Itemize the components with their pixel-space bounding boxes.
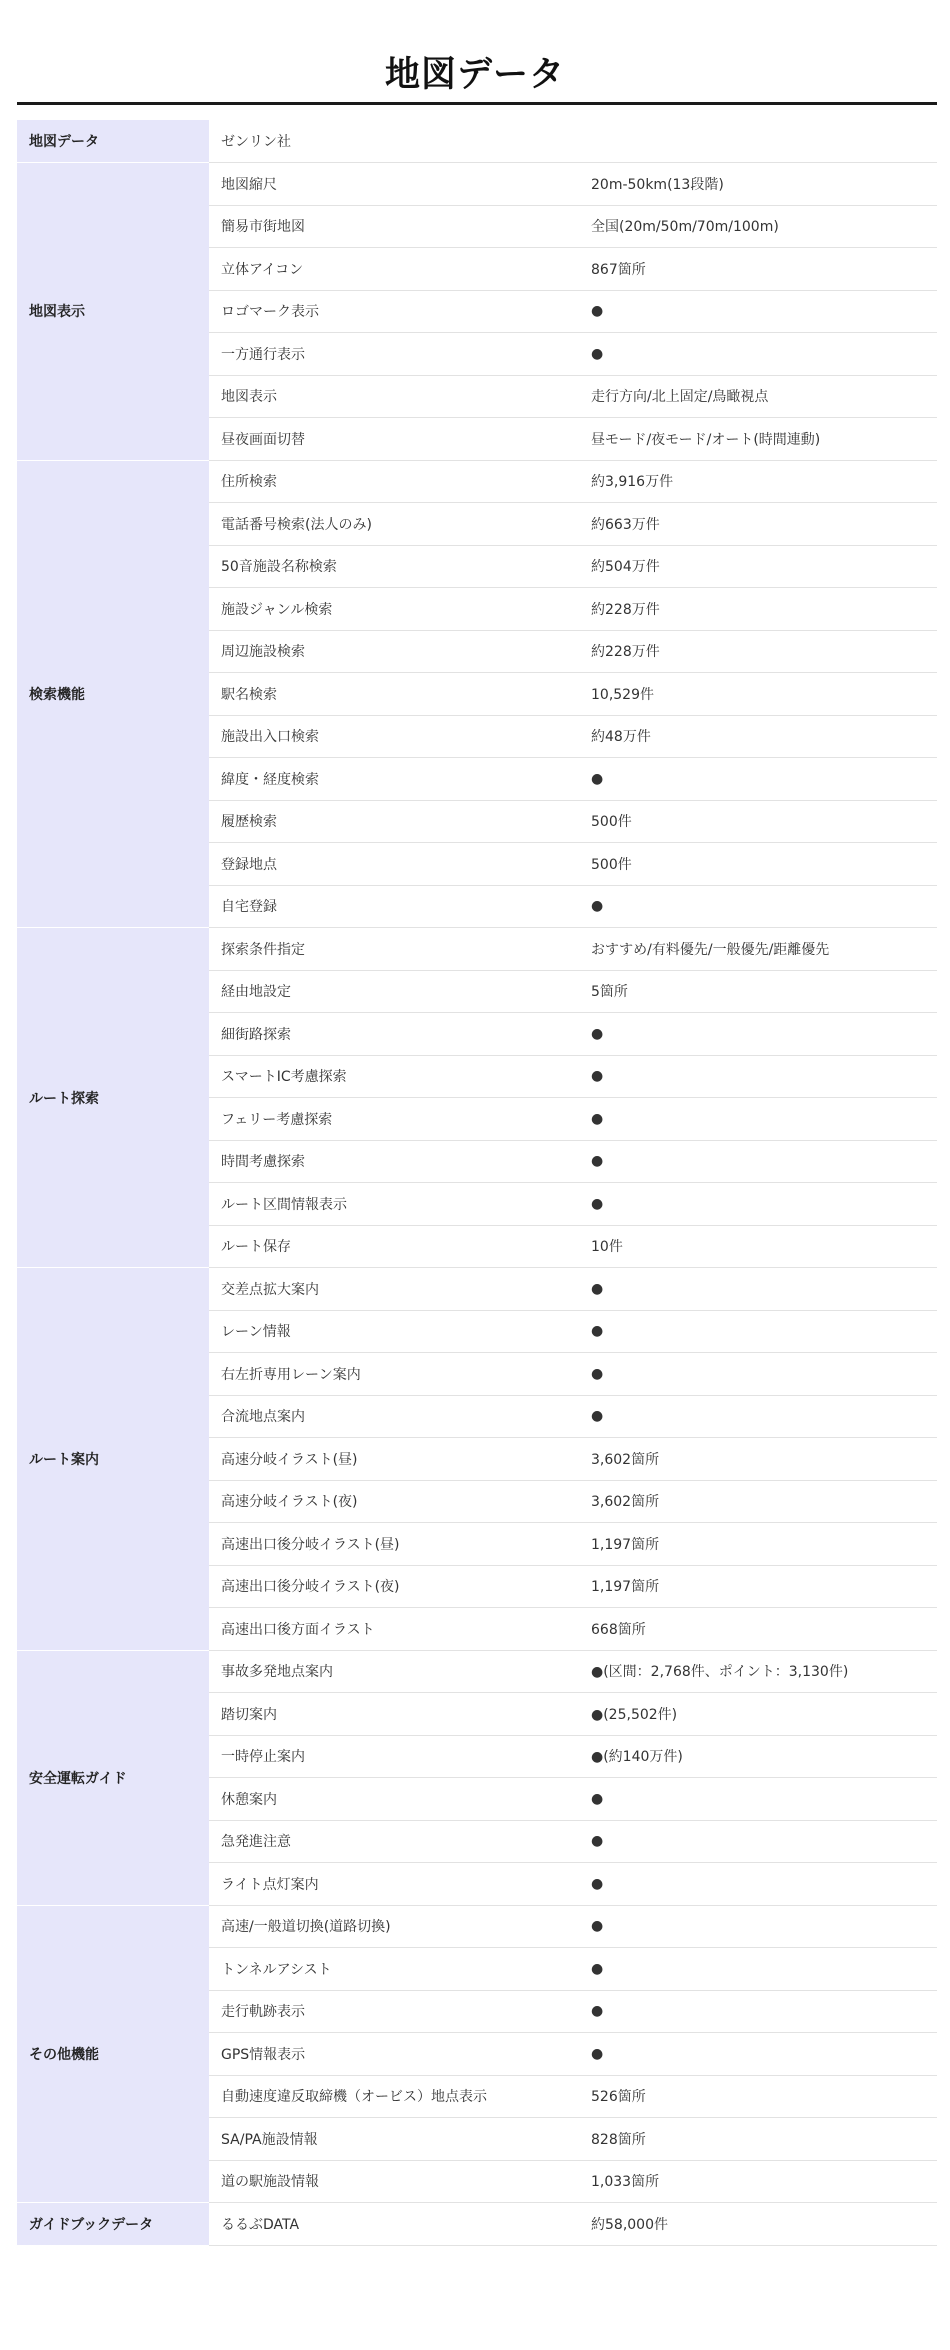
category-cell: 検索機能 — [17, 460, 209, 928]
spec-row — [17, 1650, 937, 1693]
value-cell: 全国(20m/50m/70m/100m) — [579, 205, 937, 248]
value-cell: 約663万件 — [579, 503, 937, 546]
value-cell: 1,033箇所 — [579, 2160, 937, 2203]
item-cell: スマートIC考慮探索 — [209, 1055, 579, 1098]
value-cell: ● — [579, 1990, 937, 2033]
value-cell: ● — [579, 1778, 937, 1821]
value-cell: ● — [579, 1013, 937, 1056]
value-cell: ●(約140万件) — [579, 1735, 937, 1778]
item-cell: 緯度・経度検索 — [209, 758, 579, 801]
item-cell: 高速出口後分岐イラスト(夜) — [209, 1565, 579, 1608]
value-cell: ● — [579, 1055, 937, 1098]
category-cell: ルート探索 — [17, 928, 209, 1268]
item-cell: 50音施設名称検索 — [209, 545, 579, 588]
item-cell: 合流地点案内 — [209, 1395, 579, 1438]
category-cell: ルート案内 — [17, 1268, 209, 1651]
item-cell: 施設出入口検索 — [209, 715, 579, 758]
spec-table-body — [17, 120, 937, 2245]
value-cell: ● — [579, 1820, 937, 1863]
item-cell: ロゴマーク表示 — [209, 290, 579, 333]
category-cell: 安全運転ガイド — [17, 1650, 209, 1905]
spec-row — [17, 460, 937, 503]
item-cell: 地図表示 — [209, 375, 579, 418]
value-cell: 走行方向/北上固定/鳥瞰視点 — [579, 375, 937, 418]
value-cell: ● — [579, 2033, 937, 2076]
item-cell: 電話番号検索(法人のみ) — [209, 503, 579, 546]
value-cell — [579, 120, 937, 163]
item-cell: 高速出口後方面イラスト — [209, 1608, 579, 1651]
value-cell: 約228万件 — [579, 630, 937, 673]
item-cell: 高速出口後分岐イラスト(昼) — [209, 1523, 579, 1566]
item-cell: 自動速度違反取締機（オービス）地点表示 — [209, 2075, 579, 2118]
item-cell: 交差点拡大案内 — [209, 1268, 579, 1311]
spec-row — [17, 120, 937, 163]
item-cell: 住所検索 — [209, 460, 579, 503]
value-cell: 10,529件 — [579, 673, 937, 716]
item-cell: 細街路探索 — [209, 1013, 579, 1056]
value-cell: ● — [579, 1863, 937, 1906]
value-cell: ● — [579, 1353, 937, 1396]
item-cell: 高速/一般道切換(道路切換) — [209, 1905, 579, 1948]
item-cell: 経由地設定 — [209, 970, 579, 1013]
item-cell: 高速分岐イラスト(昼) — [209, 1438, 579, 1481]
item-cell: 急発進注意 — [209, 1820, 579, 1863]
item-cell: 探索条件指定 — [209, 928, 579, 971]
item-cell: 登録地点 — [209, 843, 579, 886]
item-cell: 簡易市街地図 — [209, 205, 579, 248]
value-cell: ● — [579, 333, 937, 376]
item-cell: ゼンリン社 — [209, 120, 579, 163]
value-cell: 10件 — [579, 1225, 937, 1268]
item-cell: 立体アイコン — [209, 248, 579, 291]
value-cell: 1,197箇所 — [579, 1565, 937, 1608]
page-title: 地図データ — [384, 55, 565, 95]
item-cell: 周辺施設検索 — [209, 630, 579, 673]
value-cell: 約3,916万件 — [579, 460, 937, 503]
value-cell: 828箇所 — [579, 2118, 937, 2161]
item-cell: ルート区間情報表示 — [209, 1183, 579, 1226]
value-cell: ● — [579, 1098, 937, 1141]
spec-row — [17, 1268, 937, 1311]
item-cell: 一方通行表示 — [209, 333, 579, 376]
item-cell: 昼夜画面切替 — [209, 418, 579, 461]
value-cell: ● — [579, 290, 937, 333]
value-cell: ● — [579, 1310, 937, 1353]
item-cell: 履歴検索 — [209, 800, 579, 843]
value-cell: 約58,000件 — [579, 2203, 937, 2246]
value-cell: 3,602箇所 — [579, 1480, 937, 1523]
item-cell: ライト点灯案内 — [209, 1863, 579, 1906]
value-cell: ● — [579, 1948, 937, 1991]
value-cell: ● — [579, 758, 937, 801]
value-cell: ●(25,502件) — [579, 1693, 937, 1736]
value-cell: おすすめ/有料優先/一般優先/距離優先 — [579, 928, 937, 971]
spec-row — [17, 163, 937, 206]
value-cell: 500件 — [579, 843, 937, 886]
value-cell: ●(区間：2,768件、ポイント：3,130件) — [579, 1650, 937, 1693]
value-cell: ● — [579, 1268, 937, 1311]
value-cell: 昼モード/夜モード/オート(時間連動) — [579, 418, 937, 461]
value-cell: 20m-50km(13段階) — [579, 163, 937, 206]
value-cell: 1,197箇所 — [579, 1523, 937, 1566]
item-cell: 踏切案内 — [209, 1693, 579, 1736]
item-cell: 時間考慮探索 — [209, 1140, 579, 1183]
value-cell: 約48万件 — [579, 715, 937, 758]
item-cell: 休憩案内 — [209, 1778, 579, 1821]
value-cell: 約504万件 — [579, 545, 937, 588]
spec-row — [17, 928, 937, 971]
category-cell: その他機能 — [17, 1905, 209, 2203]
item-cell: 施設ジャンル検索 — [209, 588, 579, 631]
value-cell: ● — [579, 1395, 937, 1438]
category-cell: 地図表示 — [17, 163, 209, 461]
item-cell: ルート保存 — [209, 1225, 579, 1268]
item-cell: 走行軌跡表示 — [209, 1990, 579, 2033]
value-cell: ● — [579, 885, 937, 928]
value-cell: ● — [579, 1140, 937, 1183]
value-cell: ● — [579, 1905, 937, 1948]
value-cell: 867箇所 — [579, 248, 937, 291]
value-cell: 約228万件 — [579, 588, 937, 631]
spec-row — [17, 2203, 937, 2246]
item-cell: るるぶDATA — [209, 2203, 579, 2246]
item-cell: トンネルアシスト — [209, 1948, 579, 1991]
item-cell: 事故多発地点案内 — [209, 1650, 579, 1693]
item-cell: SA/PA施設情報 — [209, 2118, 579, 2161]
item-cell: 右左折専用レーン案内 — [209, 1353, 579, 1396]
item-cell: レーン情報 — [209, 1310, 579, 1353]
value-cell: ● — [579, 1183, 937, 1226]
value-cell: 526箇所 — [579, 2075, 937, 2118]
item-cell: 道の駅施設情報 — [209, 2160, 579, 2203]
category-cell: 地図データ — [17, 120, 209, 163]
item-cell: 駅名検索 — [209, 673, 579, 716]
value-cell: 500件 — [579, 800, 937, 843]
item-cell: フェリー考慮探索 — [209, 1098, 579, 1141]
value-cell: 5箇所 — [579, 970, 937, 1013]
item-cell: 自宅登録 — [209, 885, 579, 928]
item-cell: 地図縮尺 — [209, 163, 579, 206]
spec-row — [17, 1905, 937, 1948]
category-cell: ガイドブックデータ — [17, 2203, 209, 2246]
item-cell: GPS情報表示 — [209, 2033, 579, 2076]
value-cell: 668箇所 — [579, 1608, 937, 1651]
spec-table — [17, 120, 937, 2246]
value-cell: 3,602箇所 — [579, 1438, 937, 1481]
item-cell: 高速分岐イラスト(夜) — [209, 1480, 579, 1523]
item-cell: 一時停止案内 — [209, 1735, 579, 1778]
title-divider — [17, 102, 937, 105]
